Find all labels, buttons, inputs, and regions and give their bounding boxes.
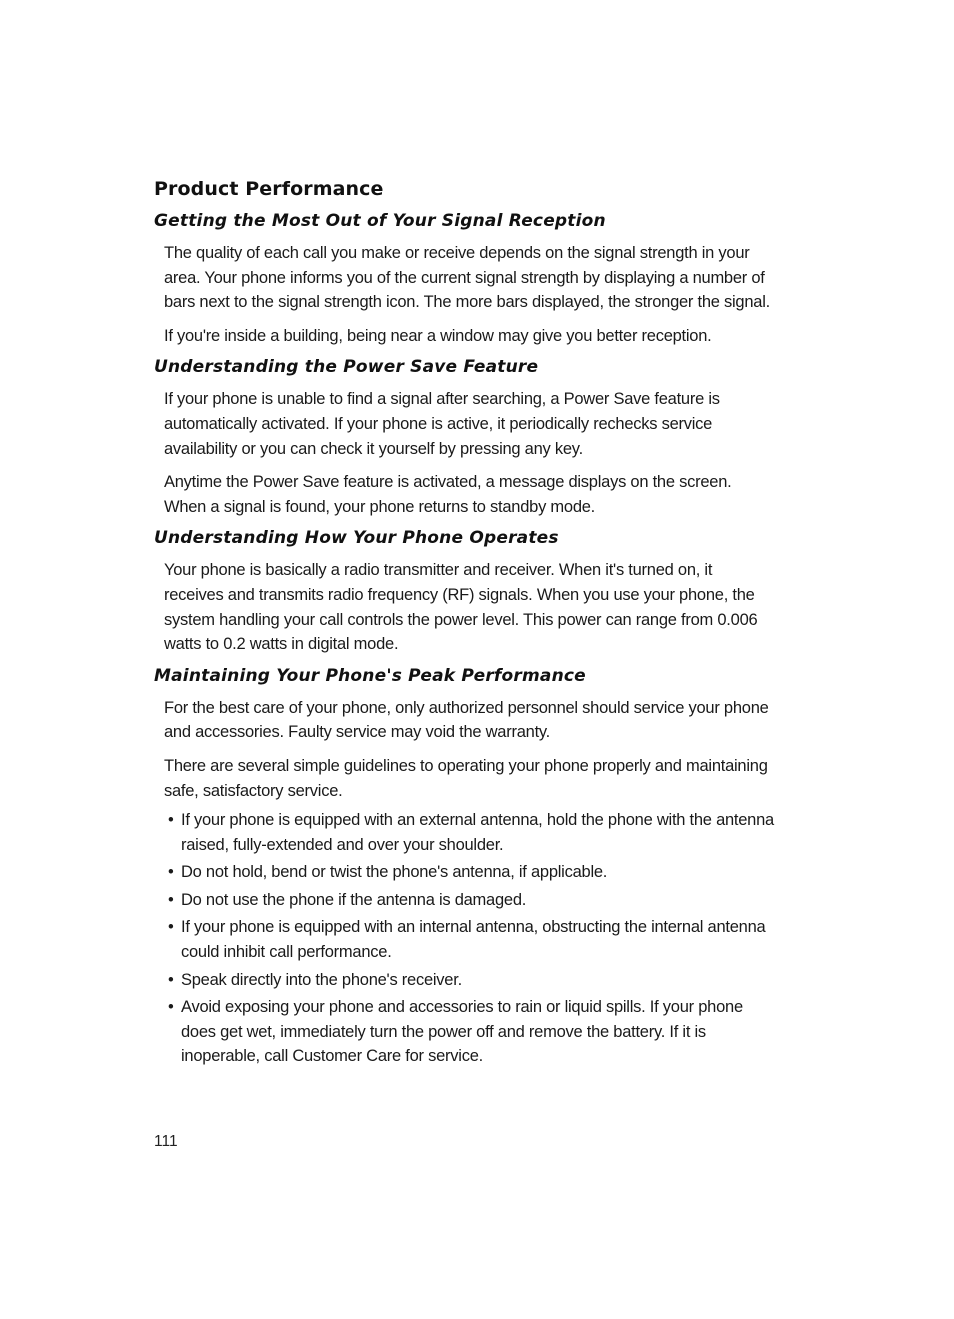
list-item-text: Do not use the phone if the antenna is damaged. (181, 890, 527, 909)
bullet-icon: • (168, 811, 174, 830)
bullet-icon: • (168, 918, 174, 937)
section-heading: Maintaining Your Phone's Peak Performance (154, 665, 586, 686)
section-signal-reception (154, 211, 774, 348)
list-item (168, 860, 774, 885)
paragraph: The quality of each call you make or receive depends on the signal strength in your area. Your phone informs you of the current signal strength by displaying a number of bars next to the signal strength icon. The more bars displayed, the stronger the signal. (164, 244, 770, 312)
section-power-save (154, 357, 774, 519)
section-phone-operation (154, 528, 774, 656)
list-item-text: Avoid exposing your phone and accessories to rain or liquid spills. If your phone does get wet, immediately turn the power off and remove the battery. If it is inoperable, call Customer Care for service. (181, 998, 743, 1066)
section-heading: Understanding the Power Save Feature (154, 357, 539, 378)
list-item-text: Do not hold, bend or twist the phone's antenna, if applicable. (181, 863, 608, 882)
page-title: Product Performance (154, 178, 384, 200)
list-item (168, 995, 774, 1069)
list-item (168, 808, 774, 857)
section-peak-performance (154, 666, 774, 1069)
bullet-icon: • (168, 890, 174, 909)
list-item-text: If your phone is equipped with an external antenna, hold the phone with the antenna raised, fully-extended and over your shoulder. (181, 811, 774, 854)
paragraph: Anytime the Power Save feature is activated, a message displays on the screen. When a signal is found, your phone returns to standby mode. (164, 473, 732, 516)
paragraph: There are several simple guidelines to operating your phone properly and maintaining safe, satisfactory service. (164, 756, 768, 800)
list-item (168, 888, 774, 913)
list-item-text: If your phone is equipped with an internal antenna, obstructing the internal antenna could inhibit call performance. (181, 918, 766, 962)
paragraph: For the best care of your phone, only authorized personnel should service your phone and accessories. Faulty service may void the warranty. (164, 698, 769, 742)
list-item-text: Speak directly into the phone's receiver. (181, 970, 462, 989)
guidelines-list (168, 808, 774, 1069)
list-item (168, 968, 774, 993)
paragraph: If your phone is unable to find a signal after searching, a Power Save feature is automatically activated. If your phone is active, it periodically rechecks service availability or you can check it yourself by pressing any key. (164, 390, 720, 458)
section-heading: Getting the Most Out of Your Signal Reception (154, 211, 606, 231)
list-item (168, 915, 774, 964)
page-number: 111 (154, 1133, 178, 1150)
paragraph: Your phone is basically a radio transmitter and receiver. When it's turned on, it receives and transmits radio frequency (RF) signals. When you use your phone, the system handling your call controls the power level. This power can range from 0.006 watts to 0.2 watts in digital mode. (164, 561, 758, 654)
page-content (154, 178, 774, 1072)
section-heading: Understanding How Your Phone Operates (154, 528, 559, 549)
bullet-icon: • (168, 863, 174, 882)
bullet-icon: • (168, 998, 174, 1017)
bullet-icon: • (168, 970, 174, 989)
paragraph: If you're inside a building, being near a window may give you better reception. (164, 326, 712, 345)
